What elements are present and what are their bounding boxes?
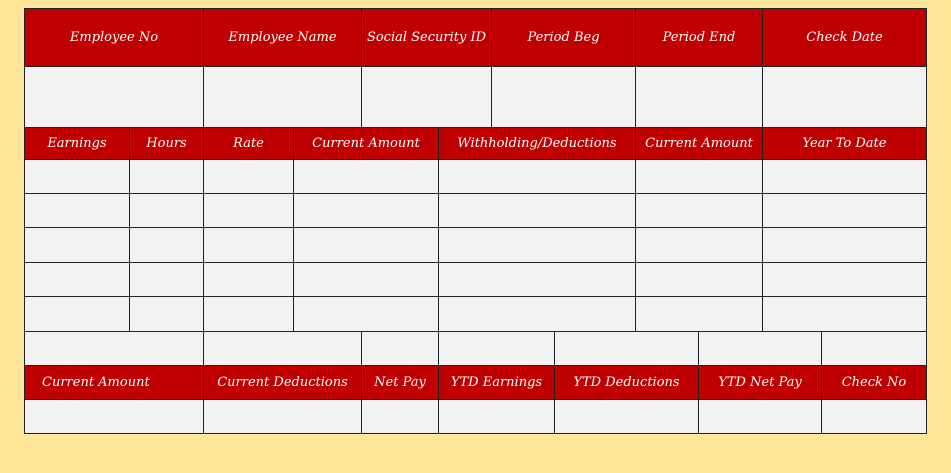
header-current-deductions: Current Deductions <box>203 365 362 400</box>
input-employee-name[interactable] <box>203 66 362 128</box>
cell-year-to-date[interactable] <box>762 159 927 195</box>
cell-earnings[interactable] <box>24 193 130 229</box>
cell-hours[interactable] <box>129 262 204 298</box>
header-period-end: Period End <box>635 8 763 67</box>
spacer-cell <box>821 331 927 366</box>
cell-year-to-date[interactable] <box>762 262 927 298</box>
input-period-beg[interactable] <box>491 66 636 128</box>
cell-earnings[interactable] <box>24 159 130 195</box>
spacer-cell <box>698 331 822 366</box>
input-check-no[interactable] <box>821 399 927 434</box>
input-check-date[interactable] <box>762 66 927 128</box>
cell-rate[interactable] <box>203 262 294 298</box>
spacer-cell <box>438 331 555 366</box>
input-period-end[interactable] <box>635 66 763 128</box>
header-earnings: Earnings <box>24 127 130 160</box>
cell-deduction-current-amount[interactable] <box>635 296 763 332</box>
cell-current-amount[interactable] <box>293 159 439 195</box>
input-employee-no[interactable] <box>24 66 204 128</box>
cell-hours[interactable] <box>129 159 204 195</box>
header-current-amount: Current Amount <box>293 127 439 160</box>
cell-current-amount[interactable] <box>293 296 439 332</box>
cell-withholding-deductions[interactable] <box>438 193 636 229</box>
cell-deduction-current-amount[interactable] <box>635 227 763 263</box>
cell-rate[interactable] <box>203 193 294 229</box>
cell-year-to-date[interactable] <box>762 193 927 229</box>
input-social-security-id[interactable] <box>361 66 492 128</box>
header-ytd-earnings: YTD Earnings <box>438 365 555 400</box>
cell-withholding-deductions[interactable] <box>438 227 636 263</box>
cell-year-to-date[interactable] <box>762 296 927 332</box>
header-year-to-date: Year To Date <box>762 127 927 160</box>
cell-hours[interactable] <box>129 227 204 263</box>
header-summary-current-amount: Current Amount <box>24 365 204 400</box>
spacer-cell <box>203 331 362 366</box>
header-withholding-deductions: Withholding/Deductions <box>438 127 636 160</box>
header-period-beg: Period Beg <box>491 8 636 67</box>
cell-withholding-deductions[interactable] <box>438 159 636 195</box>
spacer-cell <box>24 331 204 366</box>
header-deduction-current-amount: Current Amount <box>635 127 763 160</box>
cell-deduction-current-amount[interactable] <box>635 262 763 298</box>
input-net-pay[interactable] <box>361 399 439 434</box>
input-summary-current-amount[interactable] <box>24 399 204 434</box>
spacer-cell <box>554 331 699 366</box>
cell-rate[interactable] <box>203 296 294 332</box>
spacer-cell <box>361 331 439 366</box>
cell-earnings[interactable] <box>24 296 130 332</box>
input-ytd-deductions[interactable] <box>554 399 699 434</box>
cell-withholding-deductions[interactable] <box>438 296 636 332</box>
input-ytd-earnings[interactable] <box>438 399 555 434</box>
header-employee-name: Employee Name <box>203 8 362 67</box>
header-net-pay: Net Pay <box>361 365 439 400</box>
header-check-no: Check No <box>821 365 927 400</box>
cell-earnings[interactable] <box>24 227 130 263</box>
cell-year-to-date[interactable] <box>762 227 927 263</box>
header-ytd-net-pay: YTD Net Pay <box>698 365 822 400</box>
cell-deduction-current-amount[interactable] <box>635 193 763 229</box>
header-check-date: Check Date <box>762 8 927 67</box>
header-ytd-deductions: YTD Deductions <box>554 365 699 400</box>
cell-hours[interactable] <box>129 193 204 229</box>
input-ytd-net-pay[interactable] <box>698 399 822 434</box>
cell-current-amount[interactable] <box>293 193 439 229</box>
cell-rate[interactable] <box>203 227 294 263</box>
cell-deduction-current-amount[interactable] <box>635 159 763 195</box>
header-social-security-id: Social Security ID <box>361 8 492 67</box>
cell-rate[interactable] <box>203 159 294 195</box>
input-current-deductions[interactable] <box>203 399 362 434</box>
cell-withholding-deductions[interactable] <box>438 262 636 298</box>
cell-current-amount[interactable] <box>293 227 439 263</box>
header-employee-no: Employee No <box>24 8 204 67</box>
cell-earnings[interactable] <box>24 262 130 298</box>
header-hours: Hours <box>129 127 204 160</box>
header-rate: Rate <box>203 127 294 160</box>
cell-hours[interactable] <box>129 296 204 332</box>
cell-current-amount[interactable] <box>293 262 439 298</box>
